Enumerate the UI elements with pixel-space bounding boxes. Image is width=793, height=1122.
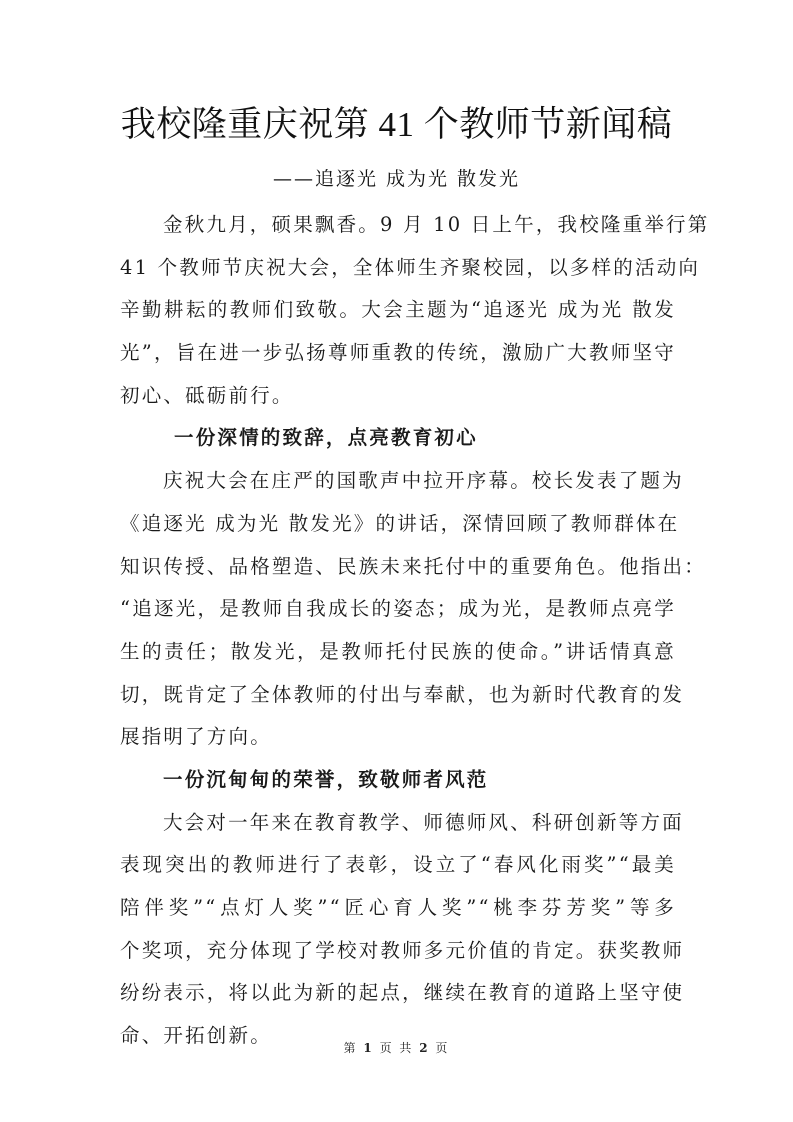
paragraph-line: 大会对一年来在教育教学、师德师风、科研创新等方面: [163, 810, 684, 834]
paragraph-line: 《追逐光 成为光 散发光》的讲话，深情回顾了教师群体在: [120, 511, 680, 535]
total-pages-number: 2: [419, 1041, 430, 1055]
paragraph-line: 陪伴奖”“点灯人奖”“匠心育人奖”“桃李芬芳奖”等多: [120, 896, 676, 919]
footer-middle: 页 共: [379, 1041, 414, 1055]
paragraph-speech: [120, 460, 706, 759]
paragraph-awards: [120, 802, 685, 1058]
paragraph-line: 41 个教师节庆祝大会，全体师生齐聚校园，以多样的活动向: [120, 255, 701, 279]
paragraph-line: 切，既肯定了全体教师的付出与奉献，也为新时代教育的发: [120, 682, 685, 706]
paragraph-intro: [120, 204, 710, 417]
document-subtitle: ——追逐光 成为光 散发光: [272, 168, 521, 190]
paragraph-line: 辛勤耕耘的教师们致敬。大会主题为“追逐光 成为光 散发: [120, 298, 676, 322]
paragraph-line: 庆祝大会在庄严的国歌声中拉开序幕。校长发表了题为: [163, 469, 684, 493]
paragraph-line: “追逐光，是教师自我成长的姿态；成为光，是教师点亮学: [120, 597, 676, 621]
paragraph-line: 表现突出的教师进行了表彰，设立了“春风化雨奖”“最美: [120, 853, 676, 877]
current-page-number: 1: [363, 1041, 374, 1055]
paragraph-line: 纷纷表示，将以此为新的起点，继续在教育的道路上坚守使: [120, 981, 685, 1005]
paragraph-line: 知识传授、品格塑造、民族未来托付中的重要角色。他指出：: [120, 554, 706, 578]
paragraph-line: 生的责任；散发光，是教师托付民族的使命。”讲话情真意: [120, 639, 676, 663]
paragraph-line: 光”，旨在进一步弘扬尊师重教的传统，激励广大教师坚守: [120, 341, 676, 365]
section-heading: 一份沉甸甸的荣誉，致敬师者风范: [163, 767, 489, 791]
footer-prefix: 第: [343, 1041, 358, 1055]
document-title: 我校隆重庆祝第 41 个教师节新闻稿: [120, 105, 673, 144]
paragraph-line: 初心、砥砺前行。: [120, 383, 294, 407]
paragraph-line: 个奖项，充分体现了学校对教师多元价值的肯定。获奖教师: [120, 938, 685, 962]
document-body: [120, 204, 710, 1058]
paragraph-line: 金秋九月，硕果飘香。9 月 10 日上午，我校隆重举行第: [163, 213, 710, 236]
paragraph-line: 命、开拓创新。: [120, 1024, 272, 1048]
paragraph-line: 展指明了方向。: [120, 725, 272, 749]
section-heading: 一份深情的致辞，点亮教育初心: [174, 426, 478, 450]
page-number-footer: [0, 1040, 793, 1056]
footer-suffix: 页: [435, 1041, 450, 1055]
